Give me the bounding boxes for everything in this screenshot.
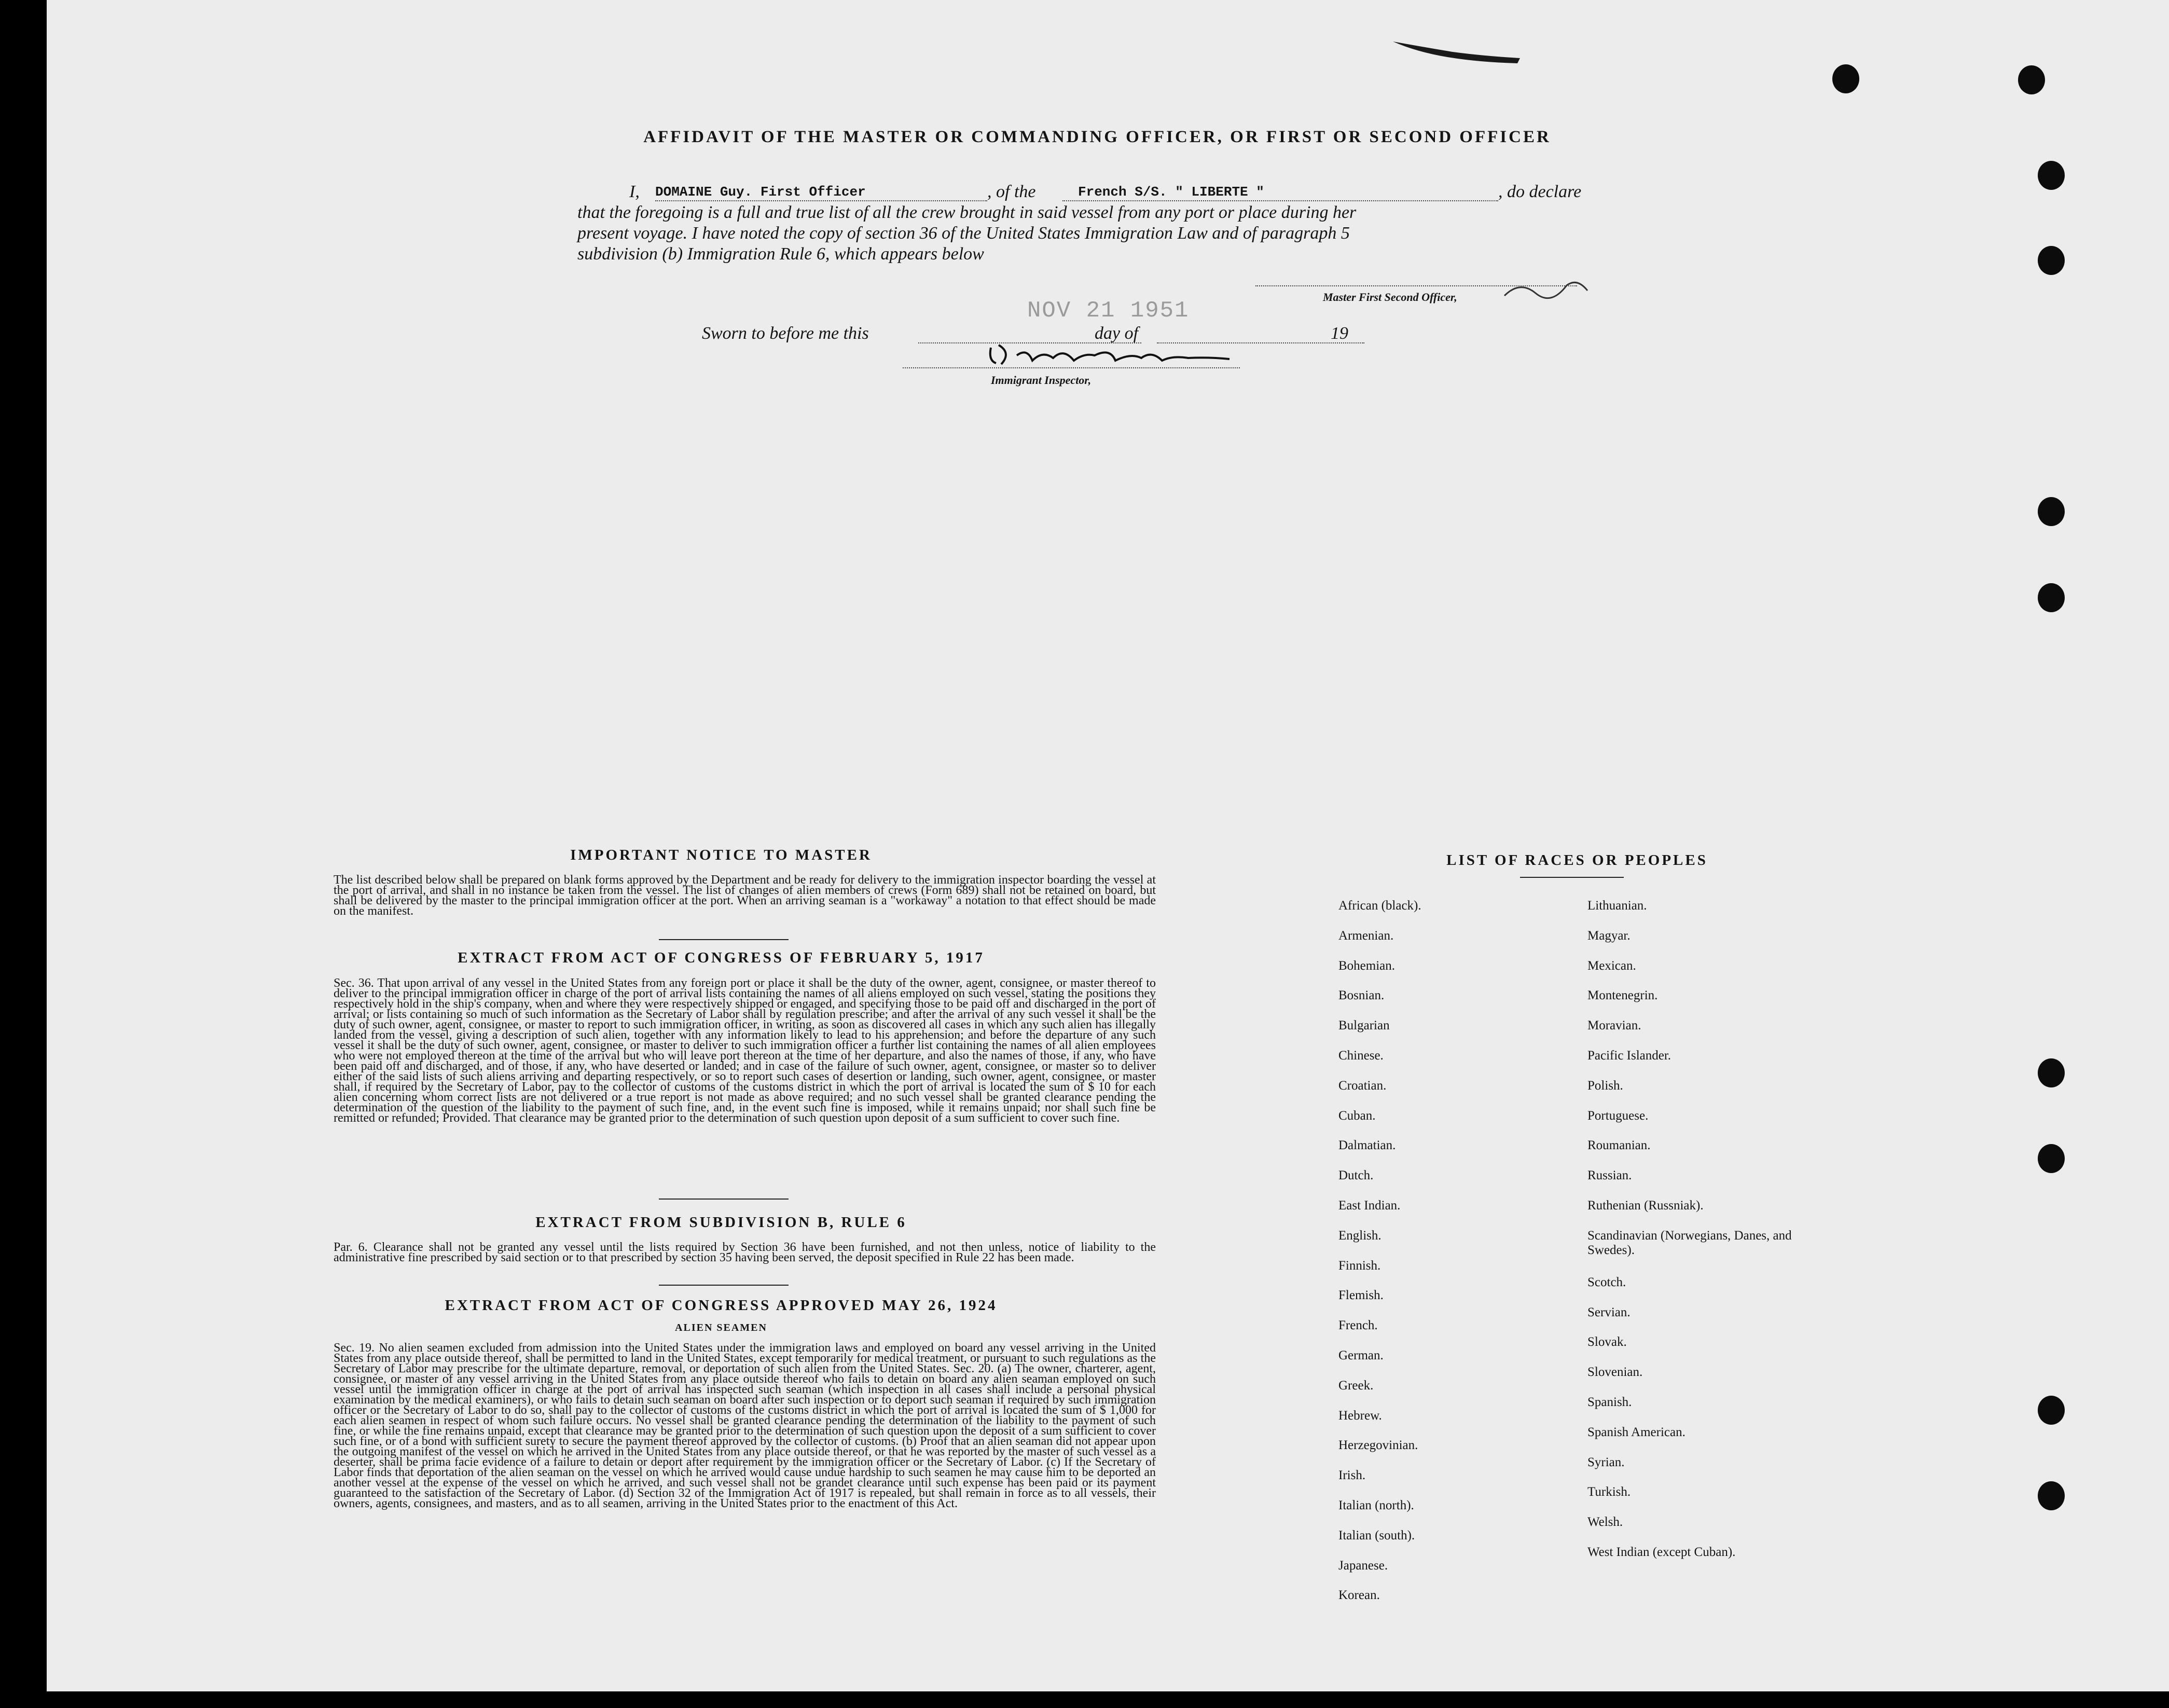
extract-1917-title: EXTRACT FROM ACT OF CONGRESS OF FEBRUARY 5, 1917 <box>458 949 985 966</box>
affidavit-declaration <box>577 182 1589 265</box>
race-item: Dalmatian. <box>1338 1138 1396 1153</box>
race-item: French. <box>1338 1318 1378 1333</box>
inspector-signature-line <box>903 367 1240 368</box>
vessel-name: French S/S. " LIBERTE " <box>1078 184 1264 200</box>
race-item: Slovak. <box>1587 1335 1627 1349</box>
race-item: Spanish American. <box>1587 1425 1686 1439</box>
races-column-2 <box>1587 899 1805 1575</box>
punch-hole <box>2038 497 2065 526</box>
race-item: Japanese. <box>1338 1558 1388 1573</box>
signer-signature <box>1499 270 1593 311</box>
race-item: English. <box>1338 1228 1381 1243</box>
punch-hole <box>2038 583 2065 612</box>
race-item: Bulgarian <box>1338 1018 1390 1033</box>
race-item: Portuguese. <box>1587 1108 1649 1123</box>
declaration-line-4: subdivision (b) Immigration Rule 6, which appears below <box>577 244 984 264</box>
race-item: Hebrew. <box>1338 1408 1382 1423</box>
date-stamp: NOV 21 1951 <box>1027 298 1190 324</box>
year-prefix: 19 <box>1331 324 1348 343</box>
inspector-label: Immigrant Inspector, <box>991 374 1092 387</box>
race-item: African (black). <box>1338 899 1421 913</box>
race-item: Magyar. <box>1587 928 1631 943</box>
race-item: Flemish. <box>1338 1288 1384 1303</box>
race-item: Scotch. <box>1587 1275 1626 1289</box>
notice-title: IMPORTANT NOTICE TO MASTER <box>570 847 872 863</box>
race-item: Bohemian. <box>1338 958 1396 973</box>
subdivision-divider <box>659 1285 789 1286</box>
race-item: Croatian. <box>1338 1078 1387 1093</box>
extract-1917-body: Sec. 36. That upon arrival of any vessel in the United States from any foreign port or place it shall be the duty of the owner, agent, consignee, or master thereof to deliver to the principal immigration officer in charge of the port of arrival lists containing the names of all aliens employed on such vessel, stating the positions they respectively hold in the ship's company, when and where they were respectively shipped or engaged, and specifying those to be paid off and discharged in the port of arrival; or lists containing so much of such information as the Secretary of Labor shall by regulation prescribe; and after the arrival of any such vessel it shall be the duty of such owner, agent, consignee, or master to report to such immigration officer, in writing, as soon as discovered all cases in which any such alien has illegally landed from the vessel, giving a description of such alien, together with any information likely to lead to his apprehension; and before the departure of any such vessel it shall be the duty of such owner, agent, consignee, or master to deliver to such immigration officer a further list containing the names of all alien employees who were not employed thereon at the time of the arrival but who will leave port thereon at the time of her departure, and also the names of those, if any, who have been paid off and discharged, and of those, if any, who have deserted or landed; and in case of the failure of such owner, agent, consignee, or master so to deliver either of the said lists of such aliens arriving and departing respectively, or so to report such cases of desertion or landing, such owner, agent, consignee, or master shall, if required by the Secretary of Labor, pay to the collector of customs of the customs district in which the port of arrival is located the sum of $ 10 for each alien concerning whom correct lists are not delivered or a true report is not made as above required; and no such vessel shall be granted clearance pending the determination of the question of the liability to the payment of such fine, and, in the event such fine is imposed, while it remains unpaid; nor shall such fine be remitted or refunded; Provided. That clearance may be granted prior to the determination of such question upon deposit of a sum sufficient to cover such fine. <box>334 978 1156 1125</box>
race-item: Mexican. <box>1587 958 1636 973</box>
race-item: Russian. <box>1587 1168 1632 1183</box>
race-item: Slovenian. <box>1587 1365 1643 1380</box>
punch-hole <box>1832 64 1859 93</box>
sworn-text: Sworn to before me this <box>702 324 869 343</box>
race-item: Ruthenian (Russniak). <box>1587 1198 1704 1213</box>
race-item: Finnish. <box>1338 1258 1381 1273</box>
race-item: Scandinavian (Norwegians, Danes, and Swedes). <box>1587 1228 1792 1257</box>
declaration-line-2: that the foregoing is a full and true list of all the crew brought in said vessel from any port or place during her <box>577 203 1357 222</box>
punch-hole <box>2038 1144 2065 1173</box>
race-item: German. <box>1338 1348 1384 1362</box>
race-item: Italian (south). <box>1338 1528 1415 1542</box>
race-item: Welsh. <box>1587 1515 1623 1530</box>
race-item: East Indian. <box>1338 1198 1401 1213</box>
subdivision-body: Par. 6. Clearance shall not be granted any vessel until the lists required by Section 36 have been furnished, and not then unless, notice of liability to the administrative fine prescribed by said section or to that prescribed by section 35 having been served, the deposit specified in Rule 22 has been made. <box>334 1242 1156 1264</box>
document-page <box>47 0 2169 1691</box>
notice-divider <box>659 939 789 940</box>
vessel-name-underline <box>1062 200 1498 201</box>
declaration-line-3: present voyage. I have noted the copy of section 36 of the United States Immigration Law and of paragraph 5 <box>577 224 1350 243</box>
extract-1924-title: EXTRACT FROM ACT OF CONGRESS APPROVED MAY 26, 1924 <box>445 1297 998 1314</box>
race-item: Bosnian. <box>1338 988 1385 1003</box>
punch-hole <box>2038 1058 2065 1087</box>
race-item: Dutch. <box>1338 1168 1374 1183</box>
race-item: Cuban. <box>1338 1108 1376 1123</box>
officer-name-underline <box>655 200 987 201</box>
race-item: Pacific Islander. <box>1587 1048 1671 1063</box>
race-item: Roumanian. <box>1587 1138 1651 1153</box>
extract-1924-subtitle: ALIEN SEAMEN <box>675 1322 767 1333</box>
extract-1917-divider <box>659 1199 789 1200</box>
of-the-text: , of the <box>987 182 1036 201</box>
race-item: Herzegovinian. <box>1338 1438 1418 1453</box>
race-item: Armenian. <box>1338 928 1394 943</box>
races-title: LIST OF RACES OR PEOPLES <box>1446 852 1708 869</box>
race-item: Spanish. <box>1587 1395 1632 1409</box>
do-declare-text: , do declare <box>1498 182 1582 201</box>
race-item: Irish. <box>1338 1468 1366 1483</box>
race-item: Lithuanian. <box>1587 899 1647 913</box>
race-item: Italian (north). <box>1338 1498 1414 1512</box>
race-item: Greek. <box>1338 1378 1374 1393</box>
race-item: Chinese. <box>1338 1048 1384 1063</box>
race-item: Servian. <box>1587 1305 1631 1319</box>
punch-hole <box>2038 246 2065 275</box>
signer-title: Master First Second Officer, <box>1323 291 1457 304</box>
punch-hole <box>2038 1396 2065 1425</box>
notice-body: The list described below shall be prepared on blank forms approved by the Department and be ready for delivery to the immigration inspector boarding the vessel at the port of arrival, and shall in no instance be taken from the vessel. The list of changes of alien members of crews (Form 689) shall not be retained on board, but shall be delivered by the master to the principal immigration officer at the port. When an arriving seaman is a "workaway" a notation to that effect should be made on the manifest. <box>334 875 1156 918</box>
day-of-text: day of <box>1095 324 1139 343</box>
races-column-1 <box>1338 899 1421 1618</box>
subdivision-title: EXTRACT FROM SUBDIVISION B, RULE 6 <box>535 1214 907 1231</box>
race-item: Montenegrin. <box>1587 988 1658 1003</box>
punch-hole <box>2018 65 2045 94</box>
race-item: Moravian. <box>1587 1018 1641 1033</box>
race-item: Turkish. <box>1587 1485 1631 1499</box>
race-item: Korean. <box>1338 1588 1380 1603</box>
race-item: West Indian (except Cuban). <box>1587 1545 1736 1559</box>
scan-smudge <box>1390 36 1525 67</box>
affidavit-title: AFFIDAVIT OF THE MASTER OR COMMANDING OFFICER, OR FIRST OR SECOND OFFICER <box>643 128 1551 146</box>
race-item: Polish. <box>1587 1078 1623 1093</box>
race-item: Syrian. <box>1587 1455 1625 1469</box>
declaration-line-1 <box>577 182 1589 202</box>
punch-hole <box>2038 161 2065 190</box>
punch-hole <box>2038 1481 2065 1510</box>
extract-1924-body: Sec. 19. No alien seamen excluded from admission into the United States under the immigration laws and employed on board any vessel arriving in the United States from any place outside thereof, shall be permitted to land in the United States, except temporarily for medical treatment, or pursuant to such regulations as the Secretary of Labor may prescribe for the ultimate departure, removal, or deportation of such alien from the United States. Sec. 20. (a) The owner, charterer, agent, consignee, or master of any vessel arriving in the United States from any place outside thereof who fails to detain on board any alien seaman employed on such vessel until the immigration officer in charge at the port of arrival has inspected such seaman (which inspection in all cases shall include a personal physical examination by the medical examiners), or who fails to detain such seaman on board after such inspection or to deport such seaman if required by such immigration officer or the Secretary of Labor to do so, shall pay to the collector of customs of the customs district in which the port of arrival is located the sum of $ 1,000 for each alien seamen in respect of whom such failure occurs. No vessel shall be granted clearance pending the determination of the liability to the payment of such fine, or while the fine remains unpaid, except that clearance may be granted prior to the determination of such question upon the deposit of a sum sufficient to cover such fine, or of a bond with sufficient surety to secure the payment thereof approved by the collector of customs. (b) Proof that an alien seaman did not appear upon the outgoing manifest of the vessel on which he arrived in the United States from any place outside thereof, or that he was reported by the master of such vessel as a deserter, shall be prima facie evidence of a failure to detain or deport after requirement by the immigration officer or the Secretary of Labor. (c) If the Secretary of Labor finds that deportation of the alien seaman on the vessel on which he arrived would cause undue hardship to such seamen he may cause him to be deported an another vessel at the expense of the vessel on which he arrived, and such vessel shall not be grandet clearance until such expense has been paid or its payment guaranteed to the satisfaction of the Secretary of Labor. (d) Section 32 of the Immigration Act of 1917 is repealed, but shall remain in force as to all vessels, their owners, agents, consignees, and masters, and as to all seamen, arriving in the United States prior to the enactment of this Act. <box>334 1343 1156 1510</box>
officer-name: DOMAINE Guy. First Officer <box>655 184 866 200</box>
declaration-intro: I, <box>629 182 640 201</box>
races-title-underline <box>1520 877 1624 878</box>
